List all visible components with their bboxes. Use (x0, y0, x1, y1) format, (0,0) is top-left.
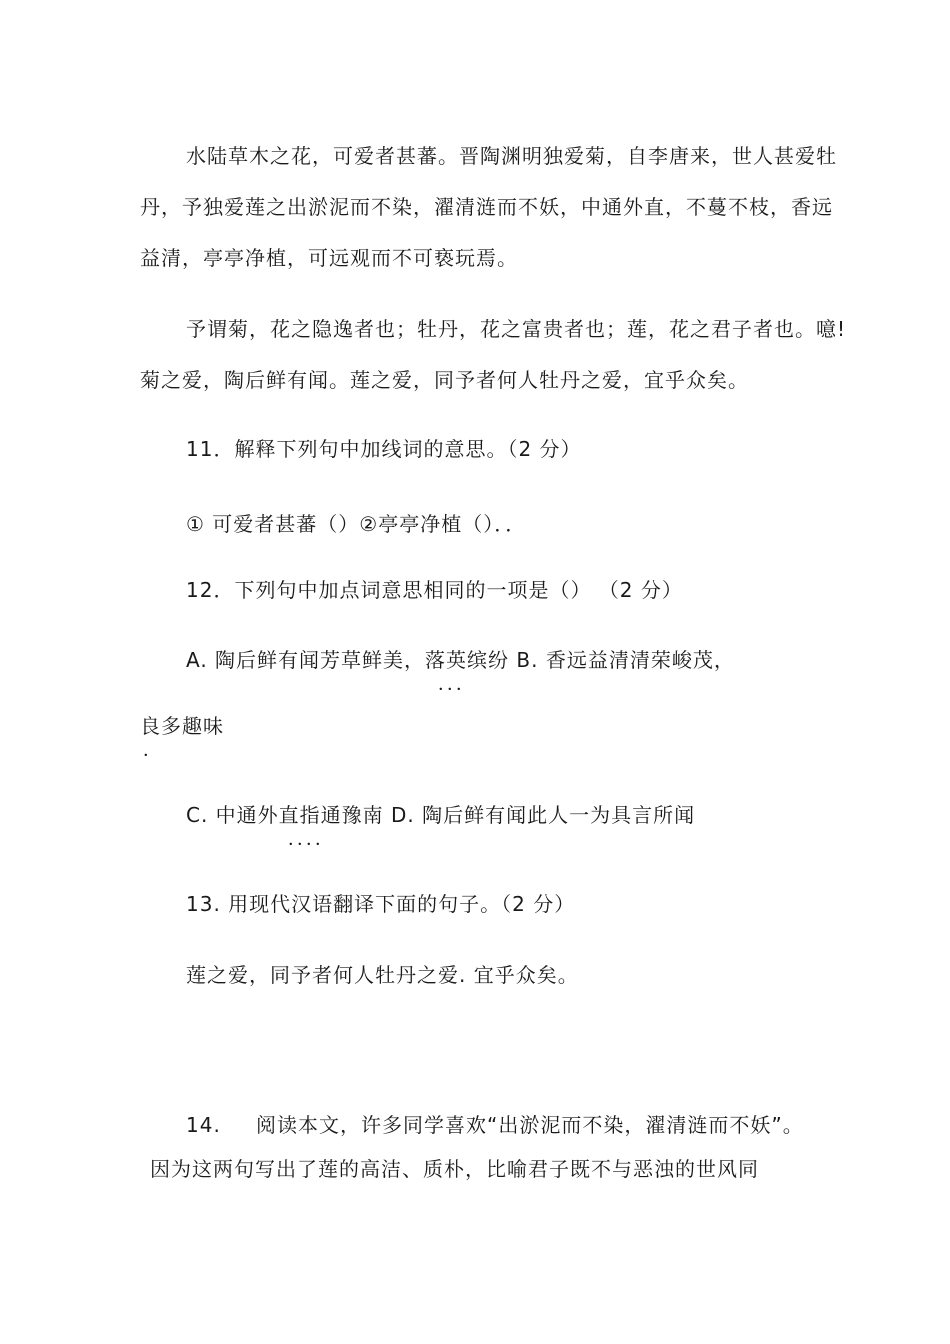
question-11-title: 11．解释下列句中加线词的意思。（2 分） (186, 437, 582, 461)
passage-p2-line2: 菊之爱，陶后鲜有闻。莲之爱，同予者何人牡丹之爱，宜乎众矣。 (140, 368, 749, 392)
question-14-line2: 因为这两句写出了莲的高洁、质朴，比喻君子既不与恶浊的世风同 (150, 1157, 759, 1181)
question-12-ab-continuation-dot: ． (143, 740, 161, 761)
question-12-options-ab: A. 陶后鲜有闻芳草鲜美，落英缤纷 B. 香远益清清荣峻茂， (186, 648, 735, 672)
question-13-title: 13. 用现代汉语翻译下面的句子。（2 分） (186, 892, 576, 916)
question-12-ab-continuation: 良多趣味 (140, 714, 224, 738)
passage-p1-line1: 水陆草木之花，可爱者甚蕃。晋陶渊明独爱菊，自李唐来，世人甚爱牡 (186, 144, 837, 168)
question-14-number: 14. (186, 1113, 221, 1137)
question-13-sentence: 莲之爱，同予者何人牡丹之爱. 宜乎众矣。 (186, 963, 579, 987)
question-11-items: ① 可爱者甚蕃（）②亭亭净植（）．． (186, 512, 527, 536)
question-14-line1: 阅读本文，许多同学喜欢“出淤泥而不染，濯清涟而不妖”。 (256, 1113, 804, 1137)
question-12-title: 12．下列句中加点词意思相同的一项是（） （2 分） (186, 578, 683, 602)
question-12-cd-emphasis-dots: ．．．． (288, 829, 333, 850)
passage-p1-line2: 丹，予独爱莲之出淤泥而不染，濯清涟而不妖，中通外直，不蔓不枝，香远 (140, 195, 833, 219)
passage-p2-line1: 予谓菊，花之隐逸者也；牡丹，花之富贵者也；莲，花之君子者也。噫! (186, 317, 847, 341)
question-12-options-cd: C. 中通外直指通豫南 D. 陶后鲜有闻此人一为具言所闻 (186, 803, 696, 827)
passage-p1-line3: 益清，亭亭净植，可远观而不可亵玩焉。 (140, 246, 518, 270)
question-12-ab-emphasis-dots: ．．． (438, 674, 474, 695)
